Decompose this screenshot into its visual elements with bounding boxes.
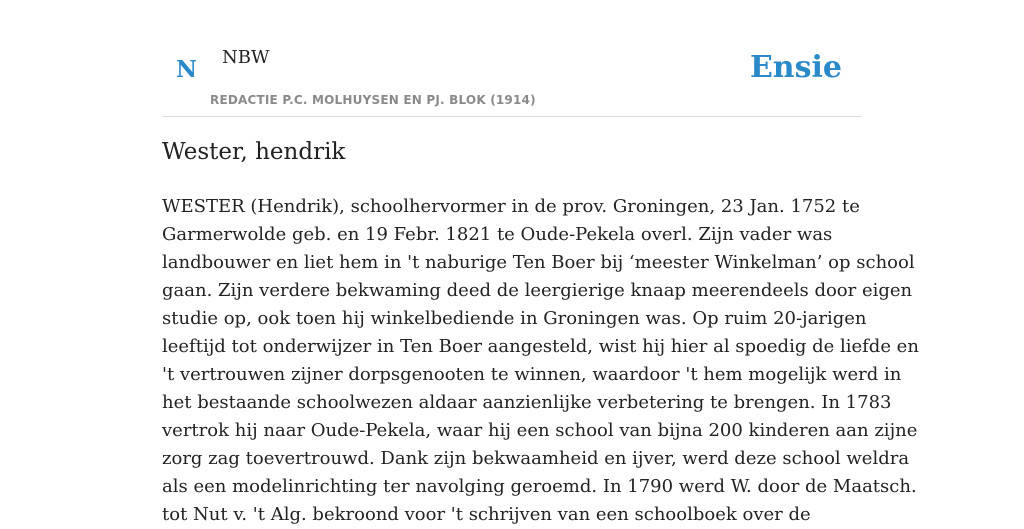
- body-line: studie op, ook toen hij winkelbediende in Groningen was. Op ruim 20-jarigen: [162, 308, 867, 329]
- body-line: tot Nut v. 't Alg. bekroond voor 't schrijven van een schoolboek over de: [162, 504, 811, 525]
- body-line: gaan. Zijn verdere bekwaming deed de leergierige knaap meerendeels door eigen: [162, 280, 913, 301]
- source-name[interactable]: NBW: [222, 47, 270, 68]
- body-line: WESTER (Hendrik), schoolhervormer in de prov. Groningen, 23 Jan. 1752 te: [162, 196, 860, 217]
- body-line: vertrok hij naar Oude-Pekela, waar hij een school van bijna 200 kinderen aan zijne: [162, 420, 918, 441]
- source-logo[interactable]: N: [176, 56, 198, 83]
- body-line: 't vertrouwen zijner dorpsgenooten te winnen, waardoor 't hem mogelijk werd in: [162, 364, 902, 385]
- body-line: Garmerwolde geb. en 19 Febr. 1821 te Oude-Pekela overl. Zijn vader was: [162, 224, 833, 245]
- article-title: Wester, hendrik: [162, 139, 346, 165]
- body-line: landbouwer en liet hem in 't naburige Ten Boer bij ‘meester Winkelman’ op school: [162, 252, 915, 273]
- source-header: [162, 0, 862, 117]
- source-editors: REDACTIE P.C. MOLHUYSEN EN PJ. BLOK (1914): [210, 93, 536, 107]
- body-line: leeftijd tot onderwijzer in Ten Boer aangesteld, wist hij hier al spoedig de liefde en: [162, 336, 919, 357]
- article-body: [162, 193, 919, 529]
- brand-logo[interactable]: Ensie: [749, 50, 842, 85]
- body-line: als een modelinrichting ter navolging geroemd. In 1790 werd W. door de Maatsch.: [162, 476, 917, 497]
- body-line: zorg zag toevertrouwd. Dank zijn bekwaamheid en ijver, werd deze school weldra: [162, 448, 910, 469]
- body-line: het bestaande schoolwezen aldaar aanzienlijke verbetering te brengen. In 1783: [162, 392, 892, 413]
